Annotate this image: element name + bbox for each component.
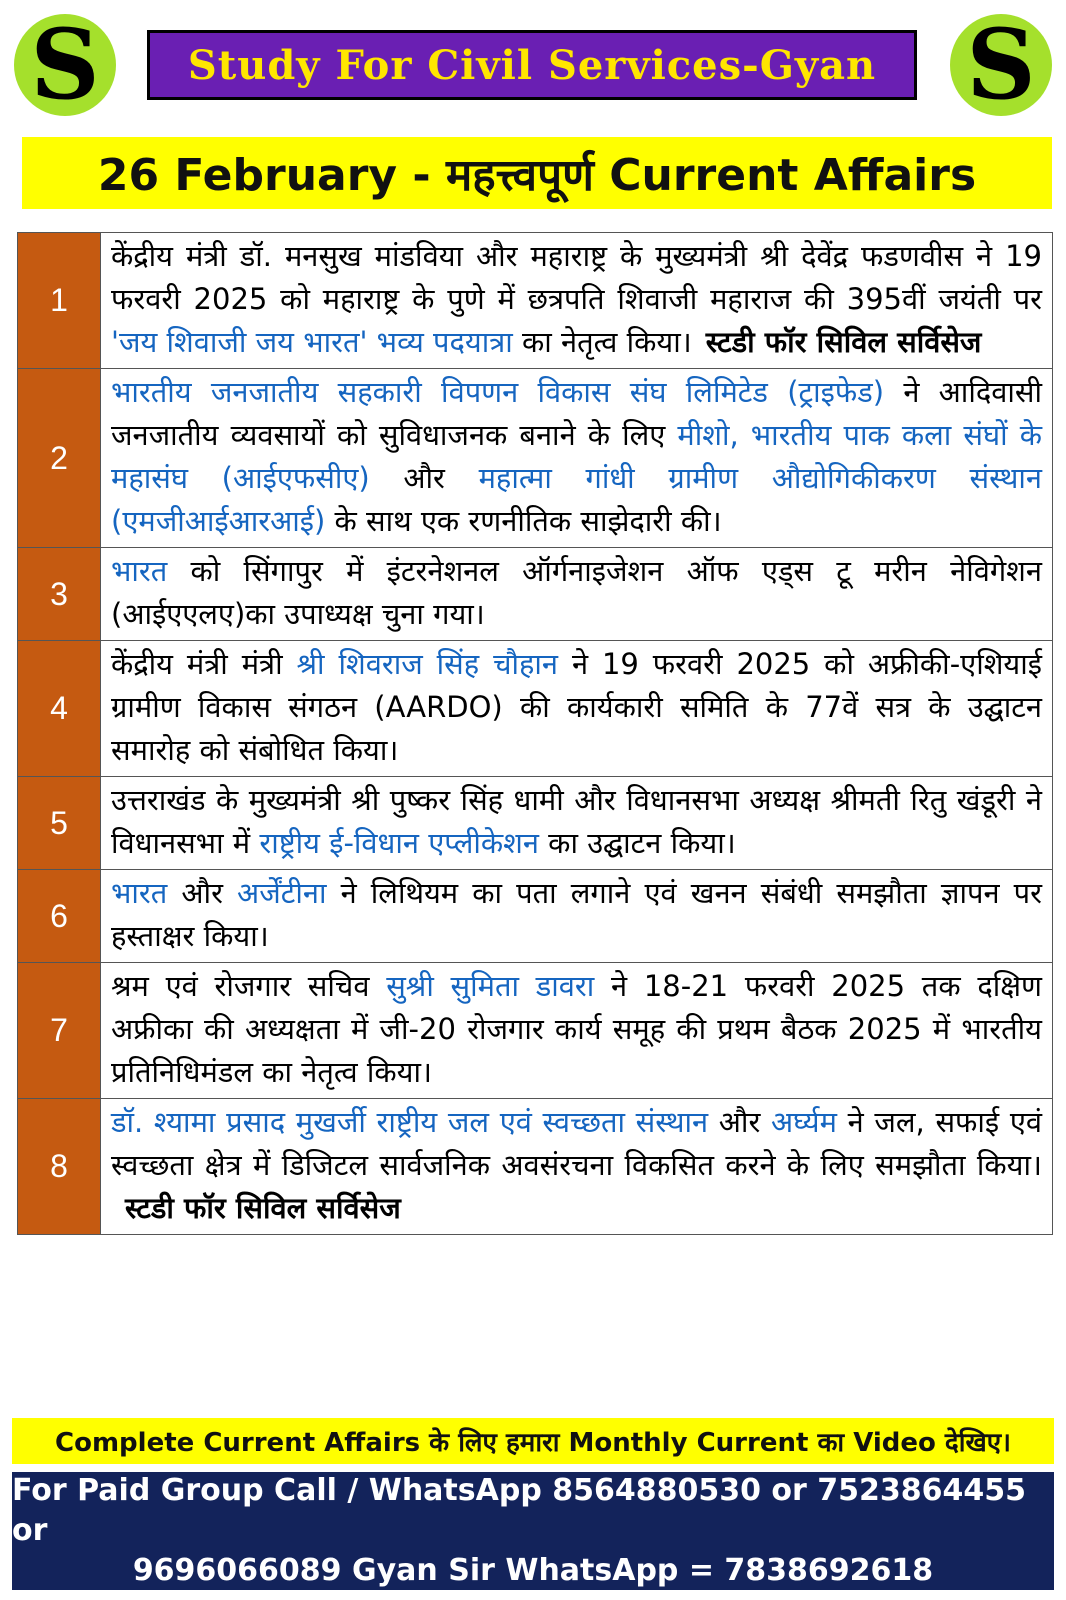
item-text-part: का उद्घाटन किया। [538,826,736,860]
item-number: 7 [18,963,101,1099]
highlighted-text: श्री शिवराज सिंह चौहान [296,647,559,681]
highlighted-text: अर्घ्यम [770,1105,837,1139]
highlighted-text: महात्मा गांधी ग्रामीण औद्योगिकीकरण संस्थान (एमजीआईआरआई) [111,461,1042,538]
table-row [18,963,1053,1099]
table-row [18,233,1053,369]
highlighted-text: डॉ. श्यामा प्रसाद मुखर्जी राष्ट्रीय जल एवं स्वच्छता संस्थान [111,1105,709,1139]
item-text-part: को सिंगापुर में इंटरनेशनल ऑर्गनाइजेशन ऑफ एड्स टू मरीन नेविगेशन (आईएएलए)का उपाध्यक्ष चुना गया। [111,554,1042,631]
highlighted-text: भारतीय जनजातीय सहकारी विपणन विकास संघ लिमिटेड (ट्राइफेड) [111,375,885,409]
item-number: 5 [18,777,101,870]
logo-letter: S [30,8,100,121]
item-text-part: के साथ एक रणनीतिक साझेदारी की। [325,504,722,538]
item-text-part: और [167,876,238,910]
item-text [101,1099,1053,1235]
item-text-part: ने लिथियम का पता लगाने एवं खनन संबंधी समझौता ज्ञापन पर हस्ताक्षर किया। [111,876,1042,953]
item-number: 8 [18,1099,101,1235]
item-number: 1 [18,233,101,369]
highlighted-text: सुश्री सुमिता डावरा [386,969,595,1003]
logo-left [14,8,116,121]
table-row [18,641,1053,777]
item-text [101,777,1053,870]
item-number: 6 [18,870,101,963]
item-text [101,963,1053,1099]
table-row [18,870,1053,963]
table-row [18,1099,1053,1235]
item-text-part: ने 19 फरवरी 2025 को अफ्रीकी-एशियाई ग्रामीण विकास संगठन (AARDO) की कार्यकारी समिति के 77वें सत्र के उद्घाटन समारोह को संबोधित किया। [111,647,1042,767]
page-title: 26 February - महत्त्वपूर्ण Current Affairs [22,137,1052,209]
video-note: Complete Current Affairs के लिए हमारा Monthly Current का Video देखिए। [12,1418,1054,1464]
item-text-part: का नेतृत्व किया। [512,325,692,359]
item-text [101,641,1053,777]
logo-right [950,8,1052,121]
item-text-part: ने 18-21 फरवरी 2025 तक दक्षिण अफ्रीका की अध्यक्षता में जी-20 रोजगार कार्य समूह की प्रथम बैठक 2025 में भारतीय प्रतिनिधिमंडल का नेतृत्व किया। [111,969,1043,1089]
contact-footer [12,1472,1054,1590]
item-text-part: केंद्रीय मंत्री मंत्री [111,647,297,681]
item-text-part: और [708,1105,771,1139]
table-row [18,548,1053,641]
logo-letter: S [966,8,1036,121]
highlighted-text: राष्ट्रीय ई-विधान एप्लीकेशन [259,826,539,860]
item-text [101,870,1053,963]
highlighted-text: 'जय शिवाजी जय भारत' भव्य पदयात्रा [111,325,513,359]
item-text-part: श्रम एवं रोजगार सचिव [111,969,387,1003]
table-row [18,777,1053,870]
item-text-part: ने जल, सफाई एवं स्वच्छता क्षेत्र में डिजिटल सार्वजनिक अवसंरचना विकसित करने के लिए समझौता किया। [111,1105,1042,1182]
item-text [101,369,1053,548]
item-number: 3 [18,548,101,641]
site-banner: Study For Civil Services-Gyan [147,30,917,100]
highlighted-text: भारत [111,876,168,910]
footer-line-1: For Paid Group Call / WhatsApp 8564880530 or 7523864455 or [12,1473,1027,1548]
item-text-part: उत्तराखंड के मुख्यमंत्री श्री पुष्कर सिंह धामी और विधानसभा अध्यक्ष श्रीमती रितु खंडूरी ने विधानसभा में [111,783,1042,860]
table-row [18,369,1053,548]
item-number: 4 [18,641,101,777]
item-text-part: और [369,461,479,495]
item-text [101,233,1053,369]
highlighted-text: अर्जेंटीना [237,876,327,910]
signature-text: स्टडी फॉर सिविल सर्विसेज [705,325,982,359]
item-number: 2 [18,369,101,548]
item-text-part: ने आदिवासी जनजातीय व्यवसायों को सुविधाजनक बनाने के लिए [111,375,1042,452]
footer-line-2: 9696066089 Gyan Sir WhatsApp = 7838692618 [132,1553,934,1588]
signature-text: स्टडी फॉर सिविल सर्विसेज [125,1191,401,1225]
highlighted-text: भारत [111,554,168,588]
item-text-part: केंद्रीय मंत्री डॉ. मनसुख मांडविया और महाराष्ट्र के मुख्यमंत्री श्री देवेंद्र फडणवीस ने 19 फरवरी 2025 को महाराष्ट्र के पुणे में छत्रपति शिवाजी महाराज की 395वीं जयंती पर [111,239,1042,316]
highlighted-text: मीशो, भारतीय पाक कला संघों के महासंघ (आईएफसीए) [111,418,1042,495]
current-affairs-table [17,232,1053,1235]
item-text [101,548,1053,641]
